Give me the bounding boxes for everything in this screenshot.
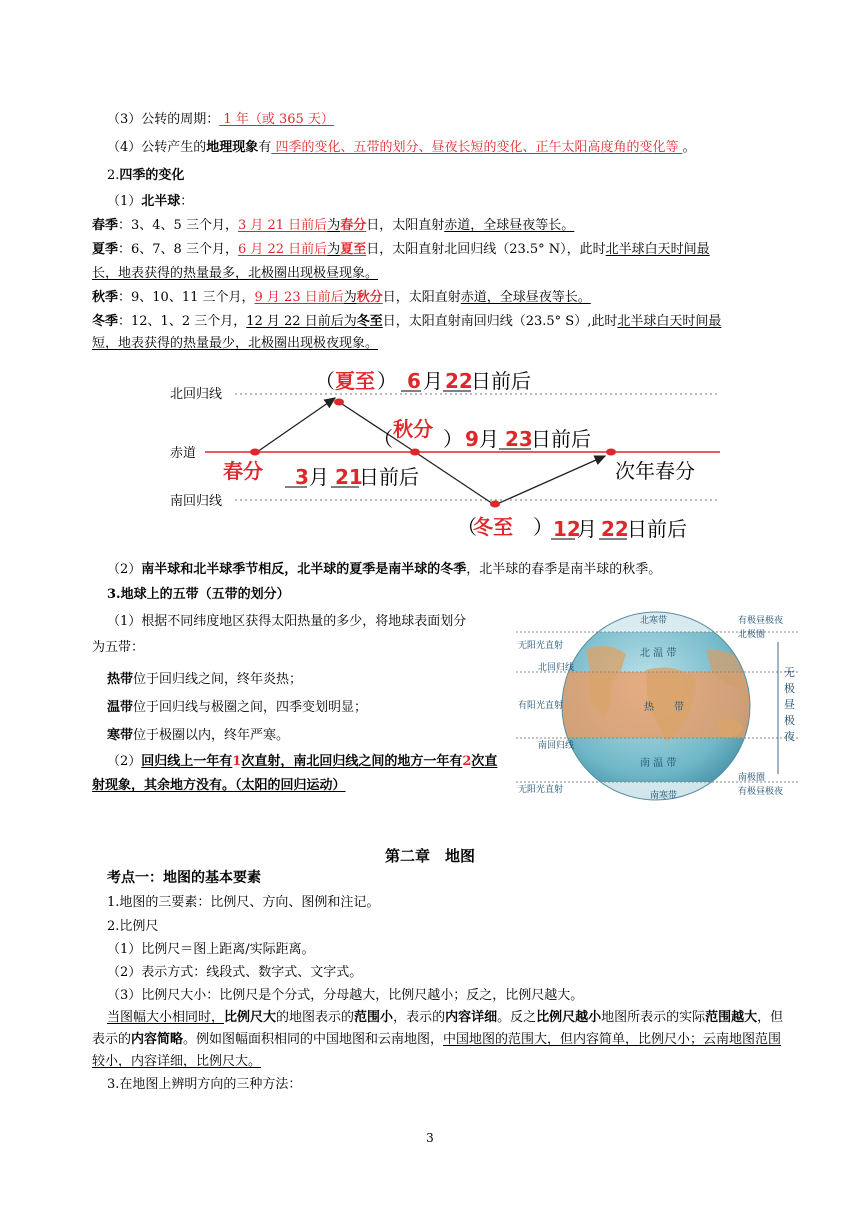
scale-def-line: （1）比例尺＝图上距离/实际距离。 xyxy=(107,942,315,957)
summer-line: 夏季：6、7、8 三个月，6 月 22 日前后为夏至日，太阳直射北回归线（23.5° N），此时北半球白天时间最 xyxy=(92,242,710,257)
spring-equinox-label xyxy=(223,459,419,489)
svg-text:（: （ xyxy=(457,515,477,539)
temperate-zone-line: 温带位于回归线与极圈之间，四季变划明显； xyxy=(107,700,368,715)
scale-para-1: 当图幅大小相同时，比例尺大的地图表示的范围小，表示的内容详细。反之比例尺越小地图所表示的实际范围越大，但 xyxy=(107,1010,784,1025)
has-direct-sun-label: 有阳光直射 xyxy=(518,701,564,711)
s-temperate-label: 南 温 带 xyxy=(640,758,677,769)
no-polar-day-night-label xyxy=(784,666,795,743)
period-line: （3）公转的周期： 1 年（或 365 天） xyxy=(107,112,334,127)
summer-point xyxy=(334,399,344,406)
no-direct-sun-label-2: 无阳光直射 xyxy=(518,785,564,795)
svg-text:月: 月 xyxy=(423,369,443,393)
n-temperate-label: 北 温 带 xyxy=(640,648,677,659)
south-tropic-label: 南回归线 xyxy=(170,494,223,509)
frigid-zone-line: 寒带位于极圈以内，终年严寒。 xyxy=(107,728,290,743)
svg-text:月: 月 xyxy=(577,517,597,541)
equator-label: 赤道 xyxy=(170,446,197,461)
winter-line: 冬季：12、1、2 三个月，12 月 22 日前后为冬至日，太阳直射南回归线（23.5° S）,此时北半球白天时间最 xyxy=(92,314,722,329)
scale-heading: 2.比例尺 xyxy=(107,919,159,934)
tropic-zone-line: 热带位于回归线之间，终年炎热； xyxy=(107,672,303,687)
phenomenon-value: 四季的变化、五带的划分、昼夜长短的变化、正午太阳高度角的变化等 xyxy=(271,140,683,155)
svg-text:无极昼极夜: 无极昼极夜 xyxy=(784,666,795,743)
svg-text:9: 9 xyxy=(465,427,479,451)
winter-solstice-label xyxy=(457,515,687,541)
zones-intro-1: （1）根据不同纬度地区获得太阳热量的多少，将地球表面划分 xyxy=(107,614,467,629)
svg-text:6: 6 xyxy=(407,369,421,393)
svg-text:）: ） xyxy=(377,369,397,393)
north-hemisphere-heading: （1）北半球： xyxy=(107,194,194,209)
spring-line: 春季：3、4、5 三个月，3 月 21 日前后为春分日，太阳直射赤道，全球昼夜等长。 xyxy=(92,218,575,233)
north-tropic-label: 北回归线 xyxy=(170,387,223,402)
svg-text:）: ） xyxy=(443,427,463,451)
svg-text:3: 3 xyxy=(295,465,309,489)
svg-text:日前后: 日前后 xyxy=(471,369,531,393)
next-spring-label: 次年春分 xyxy=(615,459,695,483)
polar-day-night-n-label: 有极昼极夜 xyxy=(738,616,784,626)
scale-size-line: （3）比例尺大小：比例尺是个分式，分母越大，比例尺越小；反之，比例尺越大。 xyxy=(107,988,584,1003)
phenomenon-line: （4）公转产生的地理现象有 四季的变化、五带的划分、昼夜长短的变化、正午太阳高度角的变化等 。 xyxy=(107,140,696,155)
autumn-point xyxy=(410,449,420,456)
svg-text:月: 月 xyxy=(479,427,499,451)
direction-methods-line: 3.在地图上辨明方向的三种方法： xyxy=(107,1077,302,1092)
autumn-line: 秋季：9、10、11 三个月，9 月 23 日前后为秋分日，太阳直射赤道，全球昼夜等长。 xyxy=(92,290,591,305)
south-hemisphere-line: （2）南半球和北半球季节相反，北半球的夏季是南半球的冬季，北半球的春季是南半球的秋季。 xyxy=(107,562,662,577)
svg-text:日前后: 日前后 xyxy=(359,465,419,489)
scale-para-3: 较小，内容详细，比例尺大。 xyxy=(92,1054,262,1069)
zones-intro-2: 为五带： xyxy=(92,640,145,655)
period-value: 1 年（或 365 天） xyxy=(219,112,334,127)
svg-text:12: 12 xyxy=(553,517,581,541)
map-elements-line: 1.地图的三要素：比例尺、方向、图例和注记。 xyxy=(107,895,380,910)
direct-sun-line-2: 射现象，其余地方没有。（太阳的回归运动） xyxy=(92,778,346,793)
spring-point xyxy=(250,449,260,456)
five-zones-diagram xyxy=(516,610,798,802)
svg-text:（: （ xyxy=(315,369,335,393)
next-spring-point xyxy=(606,449,616,456)
n-tropic-label: 北回归线 xyxy=(538,663,575,673)
svg-text:（: （ xyxy=(373,427,393,451)
svg-text:22: 22 xyxy=(601,517,629,541)
scale-forms-line: （2）表示方式：线段式、数字式、文字式。 xyxy=(107,965,363,980)
key-point-heading: 考点一：地图的基本要素 xyxy=(107,870,261,886)
chapter-title: 第二章 地图 xyxy=(384,847,475,865)
five-zones-heading: 3.地球上的五带（五带的划分） xyxy=(107,587,290,602)
svg-text:）: ） xyxy=(533,515,553,539)
s-frigid-label: 南寒带 xyxy=(650,791,678,801)
n-frigid-label: 北寒带 xyxy=(640,616,668,626)
svg-text:冬至: 冬至 xyxy=(473,515,513,539)
antarctic-circle-label: 南极圈 xyxy=(738,773,766,783)
svg-text:日前后: 日前后 xyxy=(627,517,687,541)
svg-text:春分: 春分 xyxy=(223,459,263,483)
solar-path-diagram xyxy=(165,360,725,550)
polar-day-night-s-label: 有极昼极夜 xyxy=(738,787,784,797)
winter-line-2: 短，地表获得的热量最少，北极圈出现极夜现象。 xyxy=(92,336,379,351)
page-number: 3 xyxy=(426,1131,434,1145)
summer-line-2: 长，地表获得的热量最多，北极圈出现极昼现象。 xyxy=(92,266,379,281)
svg-text:21: 21 xyxy=(335,465,363,489)
svg-text:22: 22 xyxy=(445,369,473,393)
summer-solstice-label xyxy=(315,369,531,393)
arctic-circle-label: 北极圈 xyxy=(738,630,766,640)
direct-sun-line: （2）回归线上一年有1次直射，南北回归线之间的地方一年有2次直 xyxy=(107,754,498,769)
winter-point xyxy=(490,501,500,508)
tropical-label: 热 带 xyxy=(644,702,684,713)
svg-text:23: 23 xyxy=(505,427,533,451)
scale-para-2: 表示的内容简略。例如图幅面积相同的中国地图和云南地图，中国地图的范围大，但内容简单，比例尺小；云南地图范围 xyxy=(92,1032,782,1047)
seasons-heading: 2.四季的变化 xyxy=(107,168,185,183)
svg-text:夏至: 夏至 xyxy=(335,369,375,393)
s-tropic-label: 南回归线 xyxy=(538,741,575,751)
svg-text:月: 月 xyxy=(309,465,329,489)
no-direct-sun-label: 无阳光直射 xyxy=(518,641,564,651)
svg-text:日前后: 日前后 xyxy=(531,427,591,451)
svg-text:秋分: 秋分 xyxy=(393,417,433,441)
